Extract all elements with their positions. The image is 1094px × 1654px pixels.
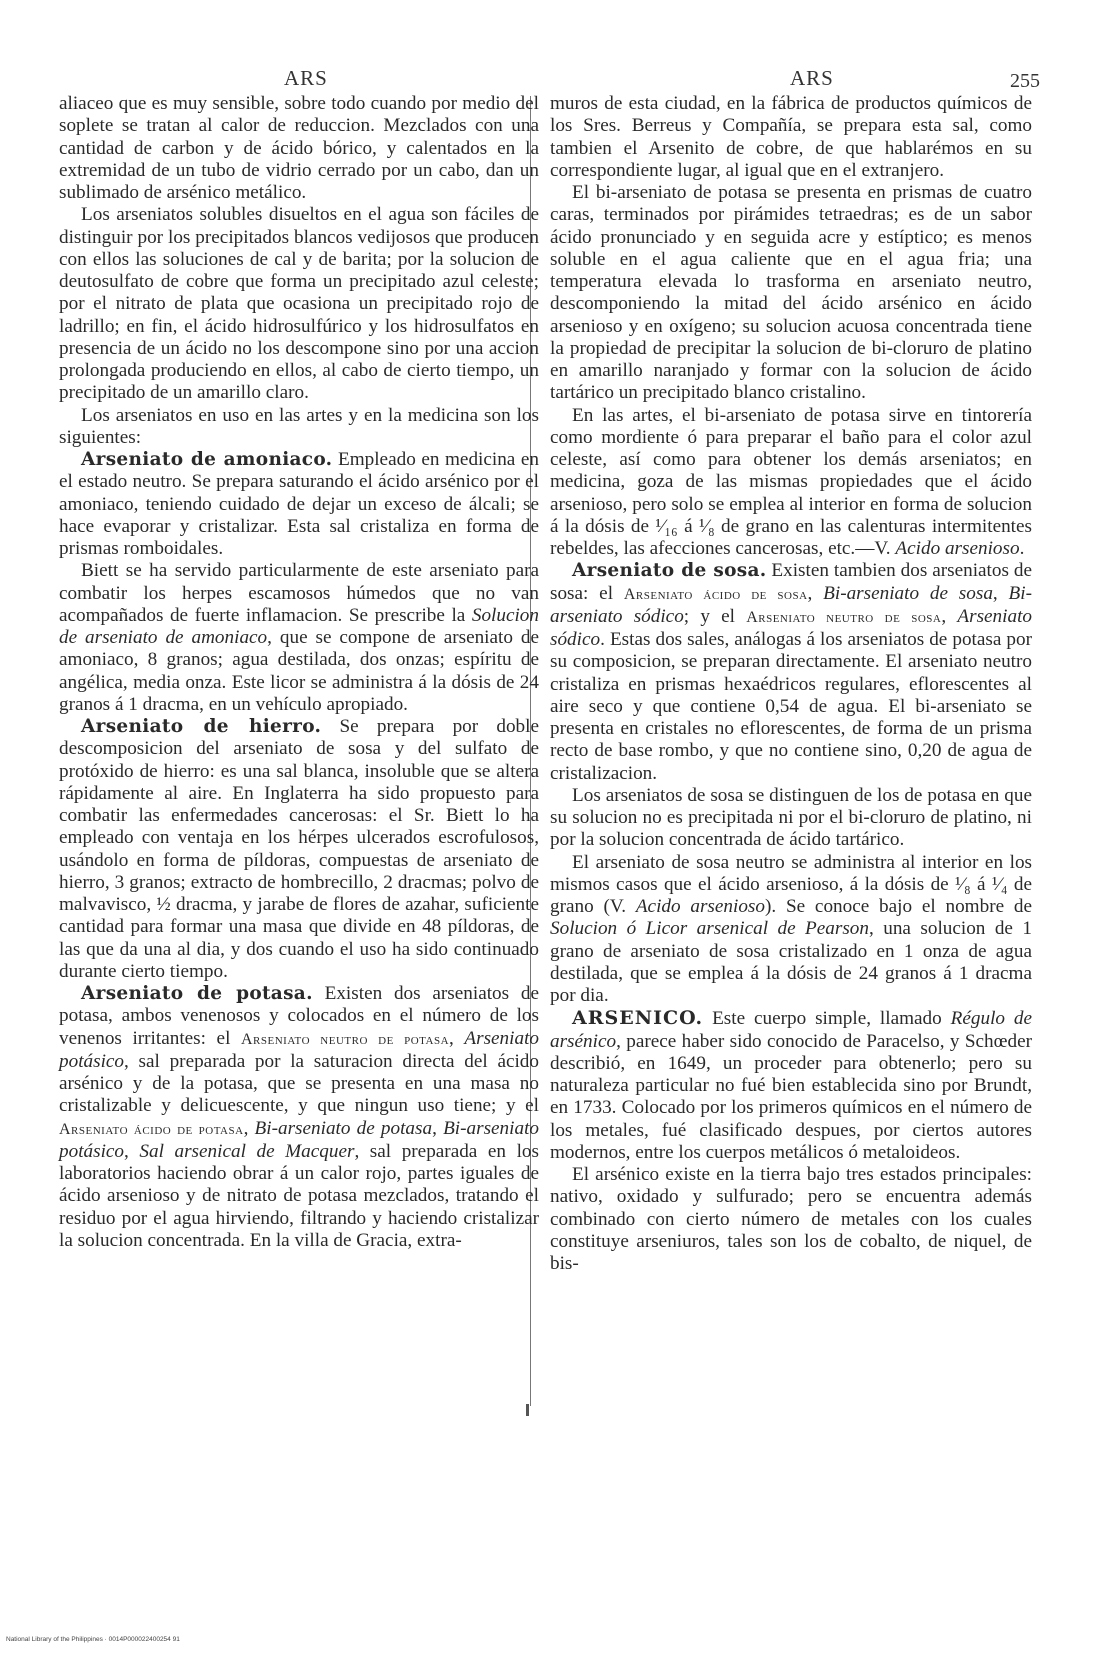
entry-headword: Arseniato de hierro. [81, 716, 322, 737]
entry-headword: ARSENICO. [572, 1007, 704, 1030]
entry-arsenico: ARSENICO. Este cuerpo simple, llamado Régulo de arsénico, parece haber sido conocido de Paracelso, y Schœder describió, en 1649, un proceder para obtenerlo; pero su naturaleza particular no fué bien establecida sino por Brundt, en 1733. Colocado por los primeros químicos en el número de los metales, fué clasificado despues, por ciertos autores modernos, entre los cuerpos metálicos ó metaloideos. [550, 1007, 1032, 1163]
page-number: 255 [1010, 70, 1040, 92]
left-column [59, 93, 539, 1252]
right-column [550, 93, 1032, 1275]
entry-arseniato-sosa: Arseniato de sosa. Existen tambien dos arseniatos de sosa: el Arseniato ácido de sosa, Bi-arseniato de sosa, Bi-arseniato sódico; y el Arseniato neutro de sosa, Arseniato sódico. Estas dos sales, análogas á los arseniatos de potasa por su composicion, se preparan directamente. El arseniato neutro cristaliza en prismas hexaédricos regulares, eflorescentes al aire seco y que contiene 0,54 de agua. El bi-arseniato se presenta en cristales no eflorescentes, de forma de un prisma recto de base rombo, y que no contiene sino, 0,20 de agua de cristalizacion. [550, 560, 1032, 784]
paragraph: Biett se ha servido particularmente de este arseniato para combatir los herpes escamosos húmedos que no van acompañados de fuerte inflamacion. Se prescribe la Solucion de arseniato de amoniaco, que se compone de arseniato de amoniaco, 8 granos; agua destilada, dos onzas; espíritu de angélica, media onza. Este licor se administra á la dósis de 24 granos á 1 dracma, en un vehículo apropiado. [59, 560, 539, 715]
entry-headword: Arseniato de sosa. [572, 560, 767, 582]
paragraph: El bi-arseniato de potasa se presenta en prismas de cuatro caras, terminados por pirámides tetraedras; es de un sabor ácido pronunciado y en seguida acre y estíptico; es menos soluble en el agua caliente que en el agua fria; una temperatura elevada lo trasforma en arseniato neutro, descomponiendo la mitad del ácido arsénico en ácido arsenioso y en oxígeno; su solucion acuosa concentrada tiene la propiedad de precipitar la solucion de bi-cloruro de platino en amarillo naranjado y formar con la solucion de ácido tartárico un precipitado blanco cristalino. [550, 182, 1032, 404]
column-rule-end [526, 1404, 529, 1416]
entry-headword: Arseniato de amoniaco. [81, 449, 333, 470]
paragraph: En las artes, el bi-arseniato de potasa sirve en tintorería como mordiente ó para preparar el baño para el color azul celeste, así como para obtener los demás arseniatos; en medicina, goza de las mismas propiedades que el ácido arsenioso, pero solo se emplea al interior en forma de solucion á la dósis de ¹⁄₁₆ á ¹⁄₈ de grano en las calenturas intermitentes rebeldes, las afecciones cancerosas, etc.—V. Acido arsenioso. [550, 404, 1032, 559]
running-head-right: ARS [790, 66, 834, 90]
paragraph: El arsénico existe en la tierra bajo tres estados principales: nativo, oxidado y sulfurado; pero se encuentra además combinado con cierto número de metales con los cuales constituye arseniuros, tales son los de cobalto, de niquel, de bis- [550, 1164, 1032, 1274]
entry-arseniato-hierro: Arseniato de hierro. Se prepara por doble descomposicion del arseniato de sosa y del sulfato de protóxido de hierro: es una sal blanca, insoluble que se altera rápidamente al aire. En Inglaterra ha sido propuesto para combatir las enfermedades cancerosas: el Sr. Biett lo ha empleado con ventaja en los hérpes ulcerados escrofulosos, usándolo en forma de píldoras, compuestas de arseniato de hierro, 3 granos; extracto de hombrecillo, 2 dracmas; polvo de malvavisco, ½ dracma, y jarabe de flores de azahar, suficiente cantidad para formar una masa que divide en 48 píldoras, de las que da una al dia, y dos cuando el uso ha sido continuado durante cierto tiempo. [59, 716, 539, 982]
running-head-left: ARS [284, 66, 328, 90]
paragraph: Los arseniatos en uso en las artes y en la medicina son los siguientes: [59, 404, 539, 448]
entry-arseniato-potasa: Arseniato de potasa. Existen dos arseniatos de potasa, ambos venenosos y colocados en el número de los venenos irritantes: el Arseniato neutro de potasa, Arseniato potásico, sal preparada por la saturacion directa del ácido arsénico y de la potasa, que se presenta en una masa no cristalizable y delicuescente, y que ningun uso tiene; y el Arseniato ácido de potasa, Bi-arseniato de potasa, Bi-arseniato potásico, Sal arsenical de Macquer, sal preparada en los laboratorios haciendo obrar á un calor rojo, partes iguales de ácido arsenioso y de nitrato de potasa mezclados, tratando el residuo por el agua hirviendo, filtrando y haciendo cristalizar la solucion concentrada. En la villa de Gracia, extra- [59, 983, 540, 1251]
scan-footer: National Library of the Philippines · 0014P000022400254 91 [6, 1636, 180, 1643]
entry-headword: Arseniato de potasa. [81, 983, 313, 1004]
paragraph: aliaceo que es muy sensible, sobre todo cuando por medio del soplete se tratan al calor de reduccion. Mezclados con una cantidad de carbon y de ácido bórico, y calentados en la extremidad de un tubo de vidrio cerrado por un cabo, dan un sublimado de arsénico metálico. [59, 93, 539, 203]
paragraph: Los arseniatos solubles disueltos en el agua son fáciles de distinguir por los precipitados blancos vedijosos que producen con ellos las soluciones de cal y de barita; por la solucion de deutosulfato de cobre que forma un precipitado azul celeste; por el nitrato de plata que ocasiona un precipitado rojo de ladrillo; en fin, el ácido hidrosulfúrico y los hidrosulfatos en presencia de un ácido no los descompone sino por una accion prolongada produciendo en ellos, al cabo de cierto tiempo, un precipitado de un amarillo claro. [59, 204, 539, 404]
paragraph: Los arseniatos de sosa se distinguen de los de potasa en que su solucion no es precipitada ni por el bi-cloruro de platino, ni por la solucion concentrada de ácido tartárico. [550, 784, 1032, 851]
paragraph: muros de esta ciudad, en la fábrica de productos químicos de los Sres. Berreus y Compañía, se prepara esta sal, como tambien el Arsenito de cobre, de que hablarémos en su correspondiente lugar, al igual que en el extranjero. [550, 93, 1032, 181]
paragraph: El arseniato de sosa neutro se administra al interior en los mismos casos que el ácido arsenioso, á la dósis de ¹⁄₈ á ¹⁄₄ de grano (V. Acido arsenioso). Se conoce bajo el nombre de Solucion ó Licor arsenical de Pearson, una solucion de 1 grano de arseniato de sosa cristalizado en 1 onza de agua destilada, que se emplea á la dósis de 24 granos á 1 dracma por dia. [550, 851, 1032, 1006]
entry-arseniato-amoniaco: Arseniato de amoniaco. Empleado en medicina en el estado neutro. Se prepara saturando el ácido arsénico por el amoniaco, teniendo cuidado de dejar un exceso de álcali; se hace evaporar y cristalizar. Esta sal cristaliza en forma de prismas romboidales. [59, 449, 539, 559]
